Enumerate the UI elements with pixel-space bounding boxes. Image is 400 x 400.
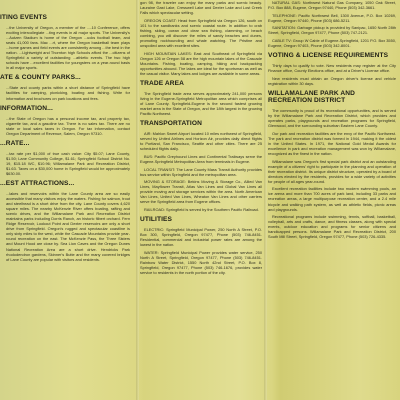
paragraph-moving-storage: MOVING & STORAGE: Bekins Moving & Storage Co., Allied Van Lines, Mayflower Transit, Atlas Van Lines and Global Van Lines all provide moving and storage services within the area. North American Van Lines, United Van Lines, Wheaton Van Lines and other carriers serve the Springfield area from Eugene offices. <box>140 179 262 205</box>
paragraph-willamalane-4: Excellent recreation facilities include two modern swimming pools, an ice arena and more than 700 acres of park land, including 33 parks and recreation areas, a large multipurpose recreation center, and a 2.4 mile bicycle and walking path system, as well as athletic fields, picnic areas and playgrounds. <box>268 186 396 212</box>
paragraph-sporting-events: ...the University of Oregon, a member of the ...-10 Conference, offers exciting intercollegiate ...ting events in all major sports. The University's ...Autzen Stadium is home of the Oregon ...ucks football team, and seats 41,000 fans. Mac ...rt, where the Oregon basketball team plays ...home games and field events are consistently among ...the best in the nation. ...Lightweight and Thornton high Schools afford the ...citizens of Springfield a variety of outstanding ...athletic events. The two high schools have ...excellent facilities for youngsters on a year-round basis in all major sports. <box>6 25 130 71</box>
fold-line-left <box>136 0 139 400</box>
column-left <box>0 0 134 400</box>
heading-utilities: UTILITIES <box>140 216 173 224</box>
paragraph-voting-2: New residents must obtain an Oregon driver's license and vehicle registration within 30 days. <box>268 75 396 86</box>
paragraph-high-mountain-lakes: HIGH MOUNTAIN LAKES: East and Southeast of Springfield via Oregon 126 or Oregon 58 are the high mountain lakes of the Cascade Mountains. Fishing, boating, camping, hiking and backpacking opportunities abound. The lakes are ideal for the sportsman as well as the casual visitor. Many lakes and lodges are available in some areas. <box>140 50 262 76</box>
heading-transportation: TRANSPORTATION <box>140 120 202 128</box>
paragraph-voting-1: Thirty days to qualify to vote. New residents may register at the City Finance office, County Elections office, and at a Driver's License office. <box>268 63 396 74</box>
fold-line-right <box>264 0 267 400</box>
paragraph-local-transit: LOCAL TRANSIT: The Lane County Mass Transit Authority provides bus service within Springfield and the metropolitan area. <box>140 166 262 177</box>
paragraph-bus: BUS: Pacific Greyhound Lines and Continental Trailways serve the Eugene-Springfield Metropolitan Area from terminals in Eugene. <box>140 153 262 164</box>
heading-state-county-parks: ATE & COUNTY PARKS... <box>0 74 81 82</box>
paragraph-telephone: TELEPHONE: Pacific Northwest Bell, 1300 Avenue, P.O. Box 10269, Eugene, Oregon 97440, Phone (503) 686-5211. <box>268 12 396 23</box>
paragraph-willamalane-3: Willamalane was Oregon's first special park district and an outstanding example of a citizens' right to participate in the planning and operation of their recreation district. Its unique district structure, operated by a board of directors elected by the residents, provides for a wide variety of activities for people of all ages year-round. <box>268 158 396 184</box>
paragraph-oregon-coast: OREGON COAST: Head from Springfield via Oregon 126, south on 101 to the sandbanks and scenic coastal route. In addition to crab fishing, skiing, ocean and clear sea fishing, clamming, or beach combing, you will discover the miles of sandy beaches and dunes, promoting rockhounding and whale watching. The Pristine and unspoiled area with excellent sites. <box>140 17 262 48</box>
paragraph-scenic-intro: gon 98, the traveler can enjoy the many parks and scenic beauty. Lauraine Gast Lake, Cresswell Lake and Dexter Lake and Lost Creek Falls which spectacular setting. <box>140 0 262 16</box>
column-middle <box>140 0 262 400</box>
paragraph-cable-tv: CABLE TV: Group W Cable of Eugene-Springfield, 1201 P.O. Box 3550, Eugene, Oregon 97403, Phone (503) 342-8001. <box>268 38 396 49</box>
heading-tax-information: INFORMATION... <box>0 104 53 112</box>
paragraph-willamalane-2: Our park and recreation facilities are the envy of the Pacific Northwest. The park and recreation district was formed in 1944, making it the oldest in the United States. In 1971, the National Gold Medal Awards for excellence in park and recreation management was won by Willamalane, recognized as the finest in the nation. <box>268 130 396 156</box>
paragraph-tax-information: ...the State of Oregon has a personal income tax, and property tax, cigarette tax, and a gasoline tax. There is no sales tax. There are no state or local sales taxes in Oregon. For tax information, contact Oregon Department of Revenue, Salem, Oregon 97310. <box>6 115 130 136</box>
paragraph-electric: ELECTRIC: Springfield Municipal Power, 250 North A Street, P.O. Box 300, Springfield, Oregon 97477, Phone (503) 746-8451. Residential, commercial and industrial power rates are among the lowest in the nation. <box>140 227 262 248</box>
paragraph-air: AIR: Mahlon Sweet Airport located 10 miles northwest of Springfield, served by United Airlines and Horizon Air, provides daily direct flights to Portland, San Francisco, Seattle and other cities. There are 25 scheduled flights daily. <box>140 131 262 152</box>
heading-sporting-events: ITING EVENTS <box>0 14 47 21</box>
paragraph-willamalane-1: The community is proud of its recreational opportunities, and is served by the Willamalane Park and Recreation District, which provides and operates parks, playgrounds and recreation programs for Springfield, Glenwood, and the surrounding suburban Eastern Lane County. <box>268 107 396 129</box>
heading-tax-rate: ...RATE... <box>0 139 30 147</box>
heading-willamalane: WILLAMALANE PARK AND RECREATION DISTRICT <box>268 89 355 105</box>
heading-attractions: ...EST ATTRACTIONS... <box>0 179 75 187</box>
heading-voting-license: VOTING & LICENSE REQUIREMENTS <box>268 52 389 60</box>
paragraph-tax-rate: ...tax rate per $1,000 of true cash value: City $5.07; Lane County, $1.50; Lane Community College, $1.61; Springfield School District No. 19, $15.18 WC, $10.96; Willamalane Park and Recreation District, $1.63. Taxes on a $30,000 home in Springfield would be approximately $630.00. <box>6 150 130 176</box>
paragraph-natural-gas: NATURAL GAS: Northwest Natural Gas Company, 1050 Oak Street, P.O. Box 888, Eugene, Oregon 97440, Phone (503) 342-3661. <box>268 0 396 11</box>
paragraph-water: WATER: Springfield Municipal Power provides water service, 250 North A Street, Springfield, Oregon 97477, Phone (503) 746-8451. Rainbow Water District, 1550 North 42nd Street, P.O. Box 8, Springfield, Oregon 97477, Phone (503) 746-1676, provides water service to residents in the north portion of the city. <box>140 249 262 276</box>
paragraph-parks: ...State and county parks within a short distance of Springfield have facilities for camping, picnicking, boating and fishing. Write for information and brochures on park locations and fees. <box>6 85 130 101</box>
paragraph-trade-area: The Springfield trade area serves approximately 241,000 persons living in the Eugene-Springfield Metropolitan area which comprises all of Lane County. Springfield-Eugene is the second fastest growing market area in the State of Oregon, and the 18th largest in the growing Pacific Northwest. <box>140 90 262 117</box>
paragraph-sanitation: SANITATION: Garbage pickup is provided by Sanipac, 1650 North 28th Street, Springfield, Oregon 97477, Phone (503) 747-2121. <box>268 25 396 36</box>
heading-trade-area: TRADE AREA <box>140 79 184 87</box>
paragraph-willamalane-5: Recreational programs include swimming, tennis, softball, basketball, volleyball, arts and crafts, dance, and fitness classes, along with special events, outdoor education and programs for senior citizens and handicapped persons. Willamalane Park and Recreation District, 200 South Mill Street, Springfield, Oregon 97477, Phone (503) 726-4335. <box>268 214 396 240</box>
paragraph-attractions: ...lakes and reservoirs within the Lane County area are so easily accessible that many visitors enjoy the waters. Fishing for salmon, trout and steelhead is a short drive from the city. Lane County covers 4,620 square miles. The nearby McKenzie River offers boating, rafting and scenic drives, and the Willamalane Park and Recreation District maintains parks including Dorris Ranch, an historic filbert orchard. Fern Ridge Reservoir, Lookout Point and Dexter reservoirs are only a short drive from Springfield. Oregon's rugged and spectacular coastline is only sixty miles to the west, while the Cascade Mountains provide year-round recreation on the east. The McKenzie Pass, the Three Sisters and Mount Hood are close by. Sea Lion Caves and the Oregon Dunes National Recreation Area are a short drive. Hendricks Park rhododendron gardens, Skinner's Butte and the many covered bridges of Lane County are popular with visitors and residents. <box>6 190 130 262</box>
column-right <box>268 0 396 400</box>
paragraph-railroad: RAILROAD: Springfield is served by the Southern Pacific Railroad. <box>144 207 259 213</box>
